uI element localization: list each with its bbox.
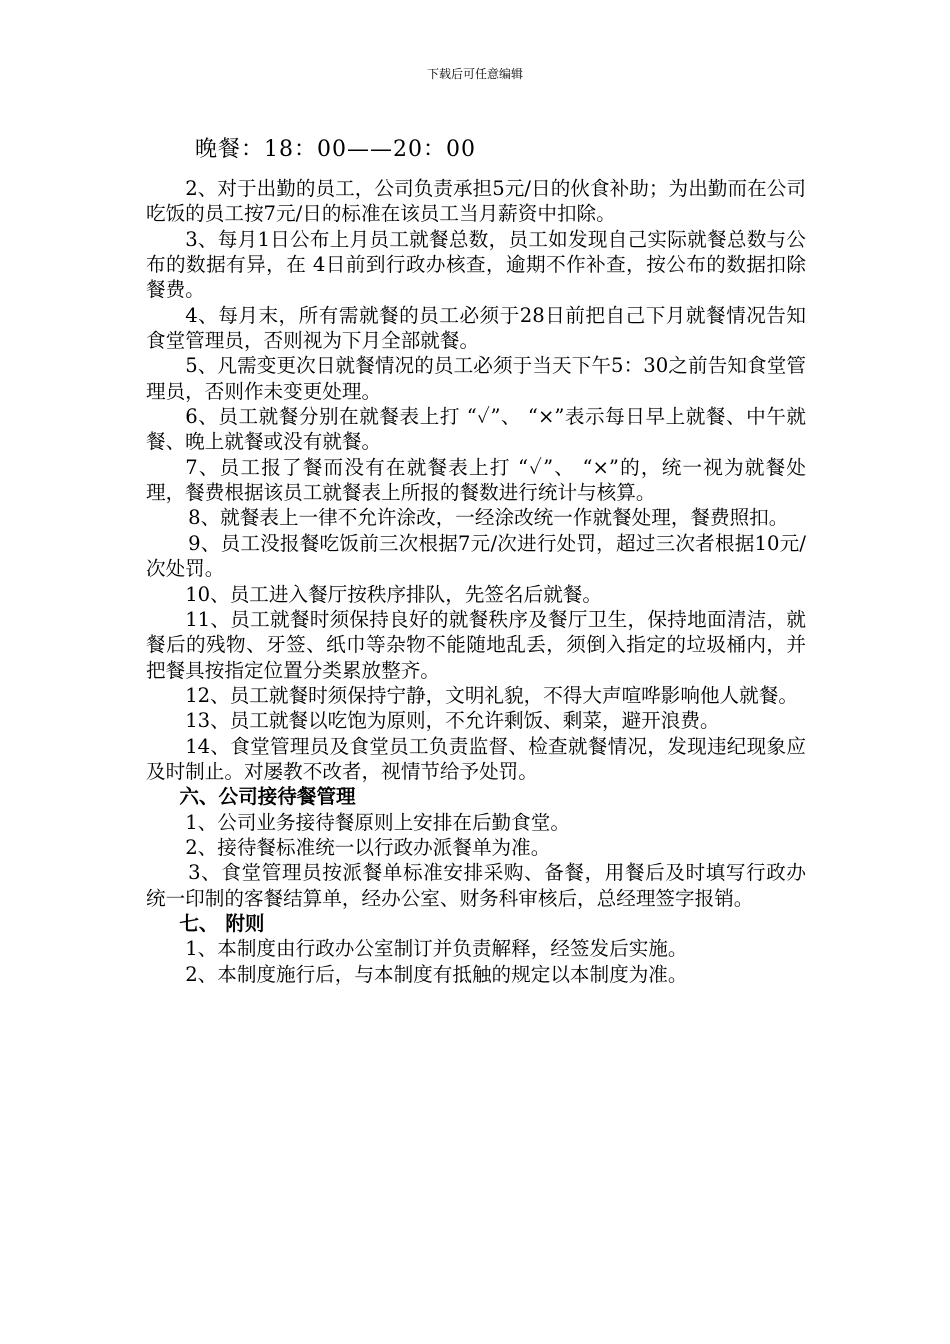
supper-time-line: 晚餐：18：00——20：00 — [195, 137, 476, 162]
rule-11: 11、员工就餐时须保持良好的就餐秩序及餐厅卫生，保持地面清洁，就餐后的残物、牙签、纸巾等杂物不能随地乱丢，须倒入指定的垃圾桶内，并把餐具按指定位置分类累放整齐。 — [146, 607, 806, 682]
rule-5: 5、凡需变更次日就餐情况的员工必须于当天下午5：30之前告知食堂管理员，否则作未变更处理。 — [146, 354, 806, 403]
section-7-heading: 七、 附则 — [179, 911, 265, 935]
document-body — [146, 176, 806, 987]
rule-14: 14、食堂管理员及食堂员工负责监督、检查就餐情况，发现违纪现象应及时制止。对屡教不改者，视情节给予处罚。 — [146, 734, 806, 783]
section-7-item-2: 2、本制度施行后，与本制度有抵触的规定以本制度为准。 — [185, 962, 688, 986]
section-6-item-3: 3、食堂管理员按派餐单标准安排采购、备餐，用餐后及时填写行政办统一印制的客餐结算单，经办公室、财务科审核后，总经理签字报销。 — [146, 861, 806, 910]
rule-2: 2、对于出勤的员工，公司负责承担5元/日的伙食补助；为出勤而在公司吃饭的员工按7元/日的标准在该员工当月薪资中扣除。 — [146, 177, 806, 226]
rule-8: 8、就餐表上一律不允许涂改，一经涂改统一作就餐处理，餐费照扣。 — [188, 506, 789, 530]
rule-7: 7、员工报了餐而没有在就餐表上打 “✓”、 “×”的，统一视为就餐处理，餐费根据该员工就餐表上所报的餐数进行统计与核算。 — [146, 455, 806, 505]
section-6-item-2: 2、接待餐标准统一以行政办派餐单为准。 — [185, 835, 551, 859]
rule-10: 10、员工进入餐厅按秩序排队，先签名后就餐。 — [185, 582, 602, 606]
rule-9: 9、员工没报餐吃饭前三次根据7元/次进行处罚，超过三次者根据10元/次处罚。 — [146, 531, 806, 581]
section-6-item-1: 1、公司业务接待餐原则上安排在后勤食堂。 — [185, 810, 570, 834]
rule-12: 12、员工就餐时须保持宁静，文明礼貌，不得大声喧哗影响他人就餐。 — [185, 683, 798, 707]
section-6-heading: 六、公司接待餐管理 — [179, 785, 356, 809]
rule-13: 13、员工就餐以吃饱为原则，不允许剩饭、剩菜，避开浪费。 — [185, 709, 720, 733]
section-7-item-1: 1、本制度由行政办公室制订并负责解释，经签发后实施。 — [185, 937, 688, 961]
rule-6: 6、员工就餐分别在就餐表上打 “✓”、 “×”表示每日早上就餐、中午就餐、晚上就餐或没有就餐。 — [146, 405, 806, 454]
rule-3: 3、每月1日公布上月员工就餐总数，员工如发现自己实际就餐总数与公布的数据有异，在 4日前到行政办核查，逾期不作补查，按公布的数据扣除餐费。 — [146, 227, 806, 302]
rule-4: 4、每月末，所有需就餐的员工必须于28日前把自己下月就餐情况告知食堂管理员，否则视为下月全部就餐。 — [146, 303, 806, 353]
page-header-note: 下载后可任意编辑 — [426, 67, 523, 81]
